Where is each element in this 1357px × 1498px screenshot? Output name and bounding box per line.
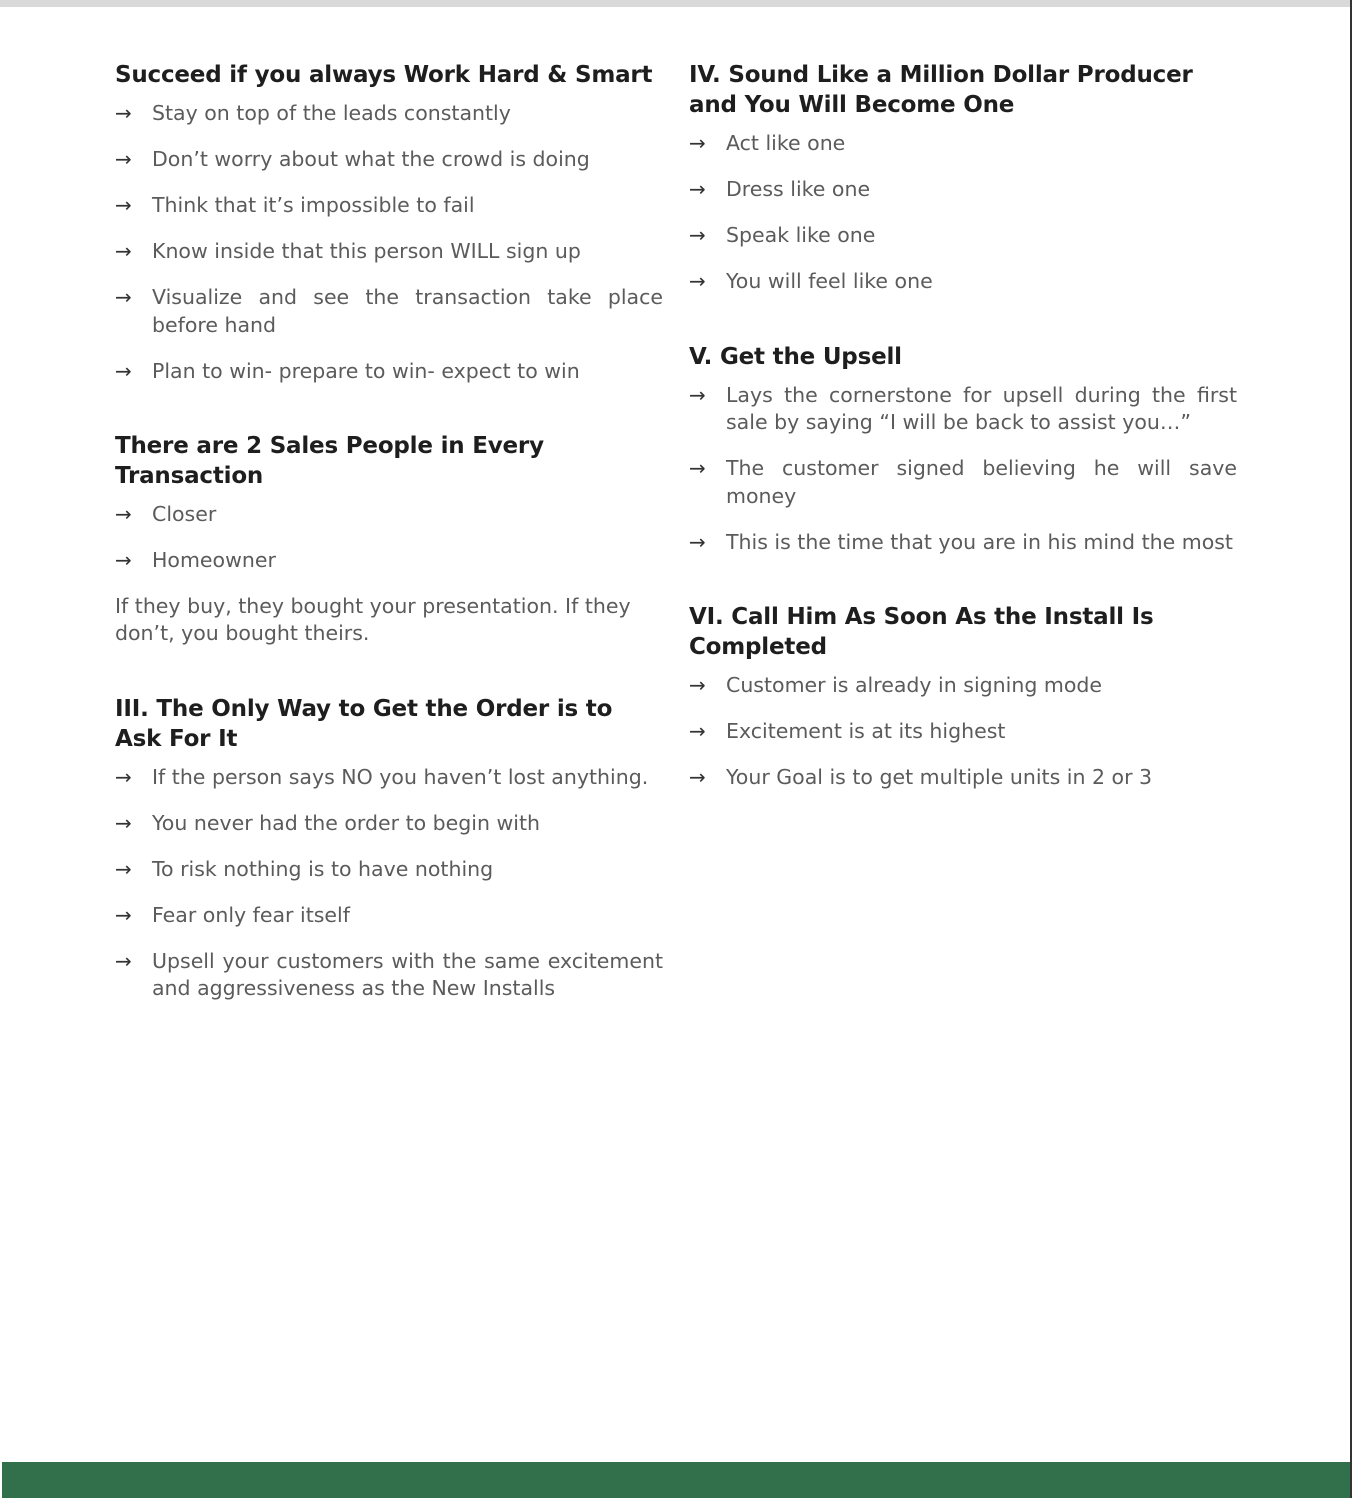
- list-item: [115, 810, 663, 838]
- bullet-list: [115, 501, 663, 575]
- section-work-hard-smart: [115, 60, 663, 385]
- list-item: [689, 529, 1237, 557]
- list-item: [689, 382, 1237, 437]
- list-item-text: Homeowner: [152, 548, 276, 572]
- right-column: [689, 60, 1237, 820]
- list-item: [115, 902, 663, 930]
- list-item: [689, 718, 1237, 746]
- list-item-text: Lays the cornerstone for upsell during the first sale by saying “I will be back to assist you…”: [726, 382, 1237, 434]
- arrow-right-icon: →: [115, 239, 132, 263]
- section-two-sales-people: [115, 431, 663, 648]
- section-heading: Succeed if you always Work Hard & Smart: [115, 62, 653, 88]
- arrow-right-icon: →: [689, 177, 706, 201]
- bullet-list: [689, 672, 1237, 792]
- list-item-text: This is the time that you are in his mind the most: [726, 529, 1233, 554]
- list-item: [115, 856, 663, 884]
- arrow-right-icon: →: [115, 502, 132, 526]
- list-item-text: The customer signed believing he will save money: [726, 456, 1237, 508]
- left-column: [115, 60, 663, 1031]
- list-item: [689, 672, 1237, 700]
- arrow-right-icon: →: [115, 856, 132, 881]
- list-item-text: Speak like one: [726, 223, 876, 247]
- list-item: [115, 100, 663, 128]
- list-item: [115, 948, 663, 1003]
- arrow-right-icon: →: [689, 456, 706, 480]
- arrow-right-icon: →: [115, 948, 132, 973]
- section-heading: There are 2 Sales People in Every Transaction: [115, 433, 544, 489]
- top-bar: [0, 0, 1350, 7]
- list-item: [689, 268, 1237, 296]
- list-item-text: You will feel like one: [726, 269, 933, 293]
- section-heading: VI. Call Him As Soon As the Install Is Completed: [689, 604, 1154, 660]
- list-item: [115, 358, 663, 386]
- arrow-right-icon: →: [115, 147, 132, 171]
- arrow-right-icon: →: [689, 765, 706, 789]
- section-heading: IV. Sound Like a Million Dollar Producer and You Will Become One: [689, 62, 1193, 118]
- arrow-right-icon: →: [689, 382, 706, 407]
- list-item-text: Know inside that this person WILL sign up: [152, 239, 581, 263]
- list-item: [115, 284, 663, 339]
- arrow-right-icon: →: [689, 223, 706, 247]
- list-item-text: Act like one: [726, 131, 846, 155]
- page-edge: [1350, 0, 1352, 1498]
- list-item-text: Think that it’s impossible to fail: [152, 193, 475, 217]
- list-item-text: Upsell your customers with the same excitement and aggressiveness as the New Installs: [152, 948, 663, 1000]
- list-item: [115, 146, 663, 174]
- arrow-right-icon: →: [689, 269, 706, 293]
- bullet-list: [115, 764, 663, 1003]
- arrow-right-icon: →: [115, 548, 132, 572]
- list-item: [689, 222, 1237, 250]
- list-item-text: Closer: [152, 502, 217, 526]
- arrow-right-icon: →: [115, 764, 132, 789]
- bullet-list: [689, 130, 1237, 296]
- list-item: [115, 547, 663, 575]
- list-item-text: Stay on top of the leads constantly: [152, 101, 511, 125]
- list-item: [115, 764, 663, 792]
- list-item-text: Customer is already in signing mode: [726, 673, 1102, 697]
- arrow-right-icon: →: [115, 285, 132, 309]
- bullet-list: [689, 382, 1237, 557]
- list-item: [115, 238, 663, 266]
- section-million-dollar-producer: [689, 60, 1237, 296]
- arrow-right-icon: →: [689, 131, 706, 155]
- footer-band: [2, 1462, 1350, 1498]
- section-heading: V. Get the Upsell: [689, 343, 902, 370]
- list-item: [115, 192, 663, 220]
- section-heading: III. The Only Way to Get the Order is to Ask For It: [115, 695, 613, 752]
- list-item-text: If the person says NO you haven’t lost anything.: [152, 764, 649, 789]
- list-item-text: Visualize and see the transaction take place before hand: [152, 285, 663, 337]
- list-item-text: Your Goal is to get multiple units in 2 or 3: [726, 765, 1153, 789]
- arrow-right-icon: →: [689, 719, 706, 743]
- list-item: [689, 764, 1237, 792]
- list-item: [689, 176, 1237, 204]
- arrow-right-icon: →: [115, 193, 132, 217]
- section-get-upsell: [689, 342, 1237, 557]
- section-paragraph: If they buy, they bought your presentation. If they don’t, you bought theirs.: [115, 593, 631, 645]
- list-item: [689, 455, 1237, 510]
- list-item: [115, 501, 663, 529]
- list-item-text: Plan to win- prepare to win- expect to win: [152, 358, 580, 383]
- list-item-text: Don’t worry about what the crowd is doing: [152, 147, 590, 171]
- arrow-right-icon: →: [115, 810, 132, 835]
- list-item-text: Fear only fear itself: [152, 902, 350, 927]
- arrow-right-icon: →: [115, 902, 132, 927]
- list-item-text: To risk nothing is to have nothing: [152, 856, 494, 881]
- bullet-list: [115, 100, 663, 385]
- section-ask-for-order: [115, 694, 663, 1003]
- list-item-text: Dress like one: [726, 177, 871, 201]
- arrow-right-icon: →: [689, 529, 706, 554]
- list-item-text: Excitement is at its highest: [726, 719, 1006, 743]
- arrow-right-icon: →: [115, 358, 132, 383]
- section-call-after-install: [689, 602, 1237, 792]
- list-item-text: You never had the order to begin with: [152, 810, 540, 835]
- arrow-right-icon: →: [689, 673, 706, 697]
- list-item: [689, 130, 1237, 158]
- arrow-right-icon: →: [115, 101, 132, 125]
